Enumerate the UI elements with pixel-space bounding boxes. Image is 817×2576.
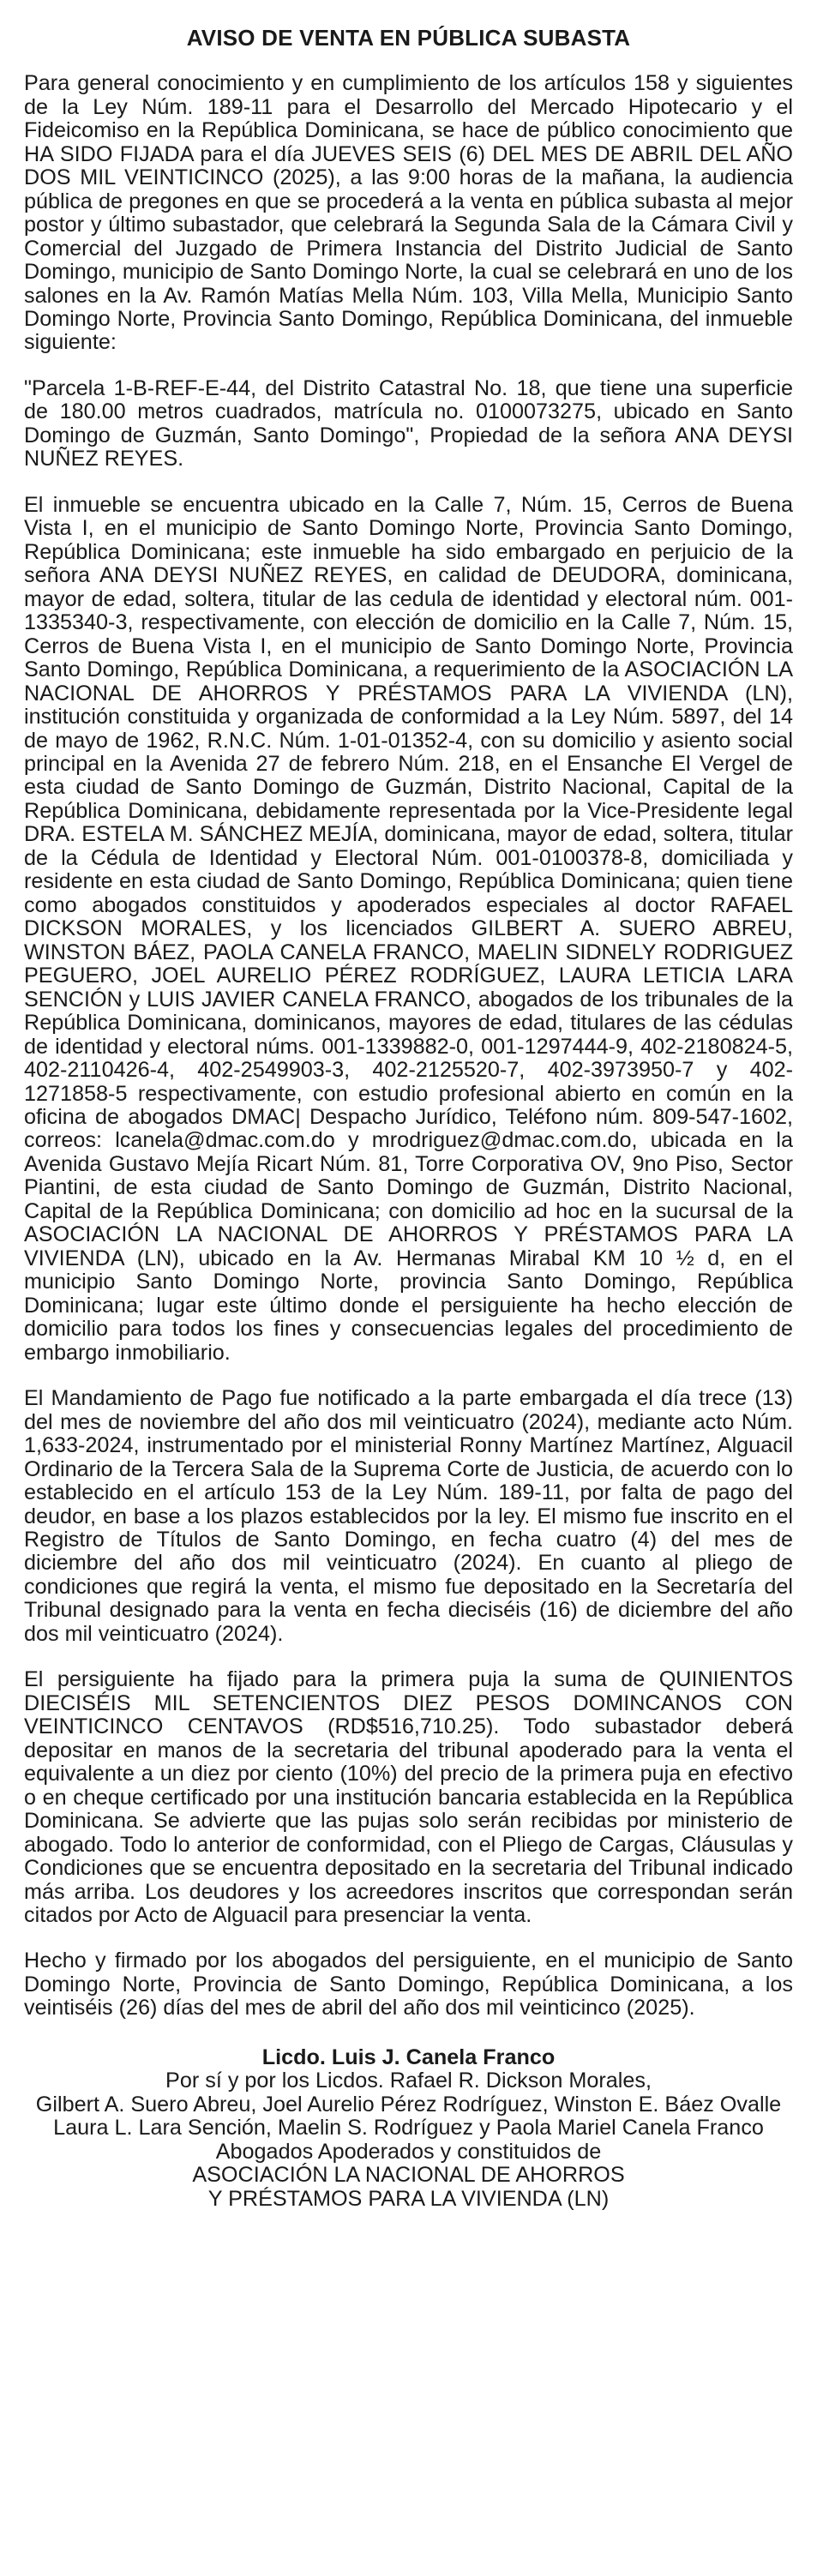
paragraph-property: "Parcela 1-B-REF-E-44, del Distrito Catastral No. 18, que tiene una superficie de 180.00 metros cuadrados, matrícula no. 0100073275, ubicado en Santo Domingo de Guzmán, Santo Domingo", Propiedad de la señora ANA DEYSI NUÑEZ REYES. — [24, 375, 793, 471]
paragraph-first-bid: El persiguiente ha fijado para la primera puja la suma de QUINIENTOS DIECISÉIS MIL SETENCIENTOS DIEZ PESOS DOMINCANOS CON VEINTICINCO CENTAVOS (RD$516,710.25). Todo subastador deberá depositar en manos de la secretaria del tribunal apoderado para la venta el equivalente a un diez por ciento (10%) del precio de la primera puja en efectivo o en cheque certificado por una institución bancaria establecida en la República Dominicana. Se advierte que las pujas solo serán recibidas por ministerio de abogado. Todo lo anterior de conformidad, con el Pliego de Cargas, Cláusulas y Condiciones que se encuentra depositado en la secretaria del Tribunal indicado más arriba. Los deudores y los acreedores inscritos que correspondan serán citados por Acto de Alguacil para presenciar la venta. — [24, 1667, 793, 1928]
notice-title: AVISO DE VENTA EN PÚBLICA SUBASTA — [186, 25, 631, 51]
signature-block — [24, 2046, 793, 2211]
signature-line: Y PRÉSTAMOS PARA LA VIVIENDA (LN) — [207, 2186, 610, 2211]
paragraph-payment-order: El Mandamiento de Pago fue notificado a la parte embargada el día trece (13) del mes de noviembre del año dos mil veinticuatro (2024), mediante acto Núm. 1,633-2024, instrumentado por el ministerial Ronny Martínez Martínez, Alguacil Ordinario de la Tercera Sala de la Suprema Corte de Justicia, de acuerdo con lo establecido en el artículo 153 de la Ley Núm. 189-11, por falta de pago del deudor, en base a los plazos establecidos por la ley. El mismo fue inscrito en el Registro de Títulos de Santo Domingo, en fecha cuatro (4) del mes de diciembre del año dos mil veinticuatro (2024). En cuanto al pliego de condiciones que regirá la venta, el mismo fue depositado en la Secretaría del Tribunal designado para la venta en fecha dieciséis (16) de diciembre del año dos mil veinticuatro (2024). — [24, 1386, 793, 1646]
paragraph-announcement: Para general conocimiento y en cumplimiento de los artículos 158 y siguientes de la Ley Núm. 189-11 para el Desarrollo del Mercado Hipotecario y el Fideicomiso en la República Dominicana, se hace de público conocimiento que HA SIDO FIJADA para el día JUEVES SEIS (6) DEL MES DE ABRIL DEL AÑO DOS MIL VEINTICINCO (2025), a las 9:00 horas de la mañana, la audiencia pública de pregones en que se procederá a la venta en pública subasta al mejor postor y último subastador, que celebrará la Segunda Sala de la Cámara Civil y Comercial del Juzgado de Primera Instancia del Distrito Judicial de Santo Domingo, municipio de Santo Domingo Norte, la cual se celebrará en uno de los salones en la Av. Ramón Matías Mella Núm. 103, Villa Mella, Municipio Santo Domingo Norte, Provincia Santo Domingo, República Dominicana, del inmueble siguiente: — [24, 71, 793, 355]
signature-line: Laura L. Lara Sención, Maelin S. Rodríguez y Paola Mariel Canela Franco — [53, 2116, 764, 2141]
signature-line: Abogados Apoderados y constituidos de — [215, 2139, 602, 2164]
paragraph-signed: Hecho y firmado por los abogados del persiguiente, en el municipio de Santo Domingo Norte, Provincia de Santo Domingo, República Dominicana, a los veintiséis (26) días del mes de abril del año dos mil veinticinco (2025). — [24, 1949, 793, 2021]
paragraph-parties: El inmueble se encuentra ubicado en la Calle 7, Núm. 15, Cerros de Buena Vista I, en el municipio de Santo Domingo Norte, Provincia Santo Domingo, República Dominicana; este inmueble ha sido embargado en perjuicio de la señora ANA DEYSI NUÑEZ REYES, en calidad de DEUDORA, dominicana, mayor de edad, soltera, titular de las cedula de identidad y electoral núm. 001-1335340-3, respectivamente, con elección de domicilio en la Calle 7, Núm. 15, Cerros de Buena Vista I, en el municipio de Santo Domingo Norte, Provincia Santo Domingo, República Dominicana, a requerimiento de la ASOCIACIÓN LA NACIONAL DE AHORROS Y PRÉSTAMOS PARA LA VIVIENDA (LN), institución constituida y organizada de conformidad a la Ley Núm. 5897, del 14 de mayo de 1962, R.N.C. Núm. 1-01-01352-4, con su domicilio y asiento social principal en la Avenida 27 de febrero Núm. 218, en el Ensanche El Vergel de esta ciudad de Santo Domingo de Guzmán, Distrito Nacional, Capital de la República Dominicana, debidamente representada por la Vice-Presidente legal DRA. ESTELA M. SÁNCHEZ MEJÍA, dominicana, mayor de edad, soltera, titular de la Cédula de Identidad y Electoral Núm. 001-0100378-8, domiciliada y residente en esta ciudad de Santo Domingo, República Dominicana; quien tiene como abogados constituidos y apoderados especiales al doctor RAFAEL DICKSON MORALES, y los licenciados GILBERT A. SUERO ABREU, WINSTON BÁEZ, PAOLA CANELA FRANCO, MAELIN SIDNELY RODRIGUEZ PEGUERO, JOEL AURELIO PÉREZ RODRÍGUEZ, LAURA LETICIA LARA SENCIÓN y LUIS JAVIER CANELA FRANCO, abogados de los tribunales de la República Dominicana, dominicanos, mayores de edad, titulares de las cédulas de identidad y electoral núms. 001-1339882-0, 001-1297444-9, 402-2180824-5, 402-2110426-4, 402-2549903-3, 402-2125520-7, 402-3973950-7 y 402-1271858-5 respectivamente, con estudio profesional abierto en común en la oficina de abogados DMAC| Despacho Jurídico, Teléfono núm. 809-547-1602, correos: lcanela@dmac.com.do y mrodriguez@dmac.com.do, ubicada en la Avenida Gustavo Mejía Ricart Núm. 81, Torre Corporativa OV, 9no Piso, Sector Piantini, de esta ciudad de Santo Domingo de Guzmán, Distrito Nacional, Capital de la República Dominicana; con domicilio ad hoc en la sucursal de la ASOCIACIÓN LA NACIONAL DE AHORROS Y PRÉSTAMOS PARA LA VIVIENDA (LN), ubicado en la Av. Hermanas Mirabal KM 10 ½ d, en el municipio Santo Domingo Norte, provincia Santo Domingo, República Dominicana; lugar este último donde el persiguiente ha hecho elección de domicilio para todos los fines y consecuencias legales del procedimiento de embargo inmobiliario. — [24, 492, 793, 1365]
signature-line: Gilbert A. Suero Abreu, Joel Aurelio Pérez Rodríguez, Winston E. Báez Ovalle — [35, 2092, 782, 2117]
signatory-name: Licdo. Luis J. Canela Franco — [261, 2045, 556, 2069]
signature-line: Por sí y por los Licdos. Rafael R. Dickson Morales, — [165, 2069, 652, 2093]
signature-line: ASOCIACIÓN LA NACIONAL DE AHORROS — [192, 2163, 625, 2188]
